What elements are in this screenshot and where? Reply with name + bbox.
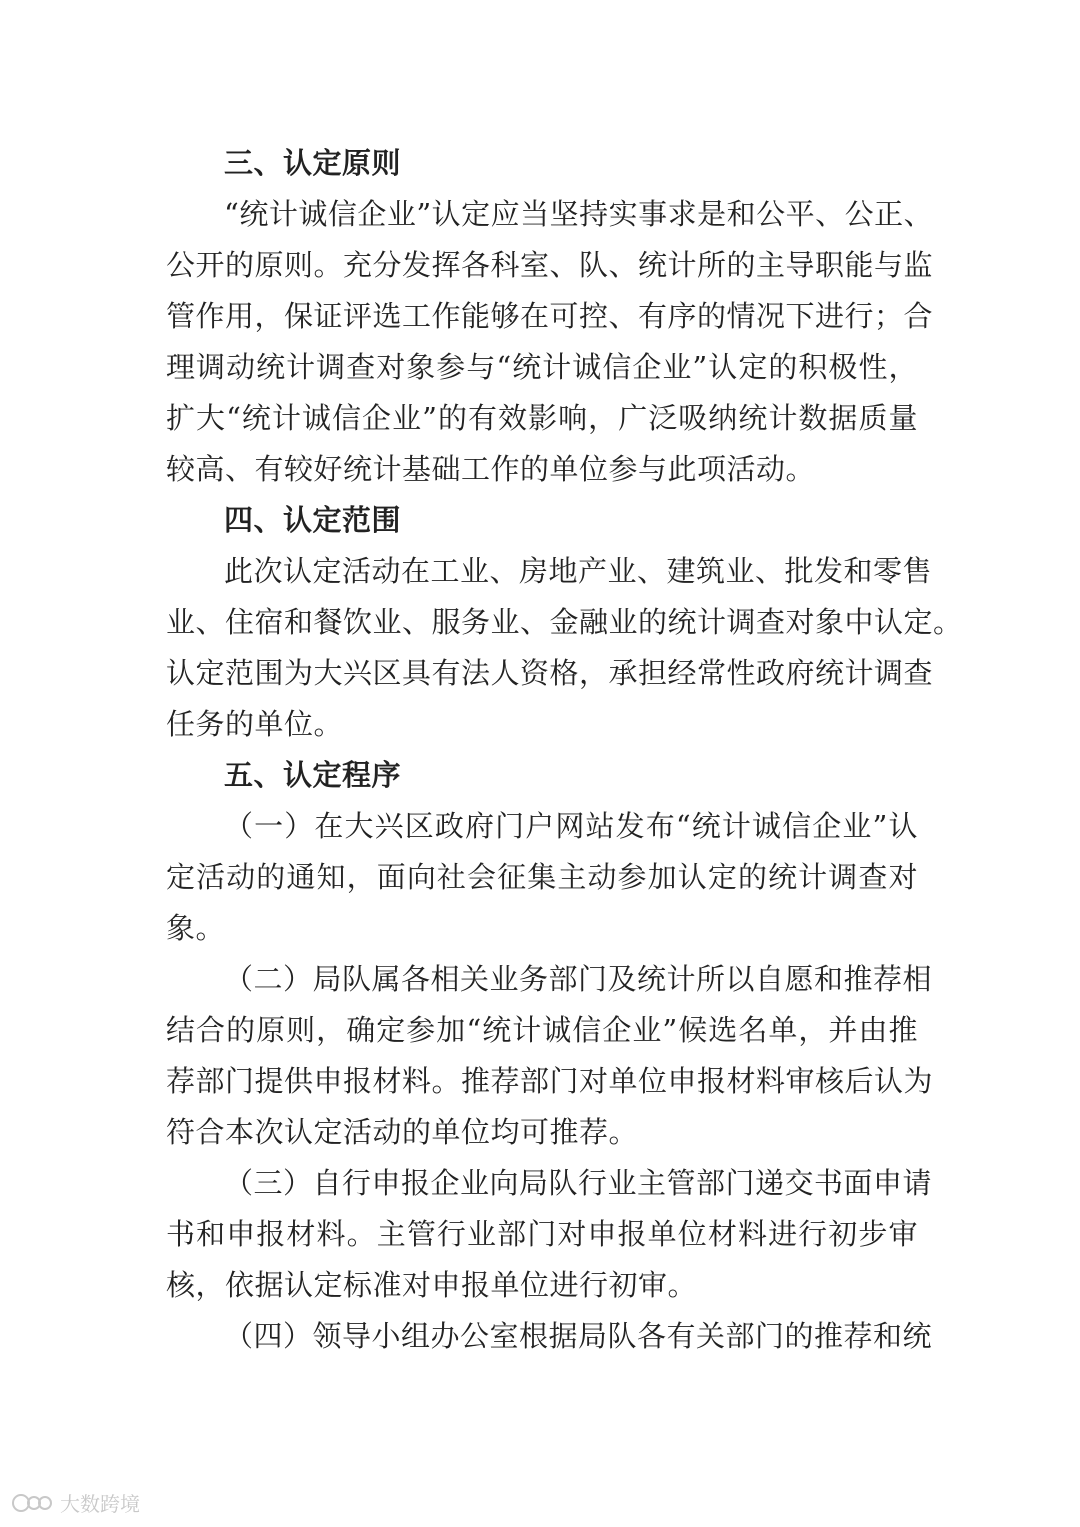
paragraph-line: 结合的原则，确定参加“统计诚信企业”候选名单，并由推 xyxy=(166,1013,918,1047)
paragraph-line: （三）自行申报企业向局队行业主管部门递交书面申请 xyxy=(224,1166,933,1200)
section-heading: 四、认定范围 xyxy=(224,503,402,537)
paragraph-line: 核，依据认定标准对申报单位进行初审。 xyxy=(166,1268,698,1302)
paragraph-line: 符合本次认定活动的单位均可推荐。 xyxy=(166,1115,639,1149)
paragraph-line: （四）领导小组办公室根据局队各有关部门的推荐和统 xyxy=(224,1319,933,1353)
paragraph-line: 扩大“统计诚信企业”的有效影响，广泛吸纳统计数据质量 xyxy=(166,401,918,435)
paragraph-line: 定活动的通知，面向社会征集主动参加认定的统计调查对 xyxy=(166,860,918,894)
paragraph-line: 此次认定活动在工业、房地产业、建筑业、批发和零售 xyxy=(224,554,933,588)
paragraph-line: （二）局队属各相关业务部门及统计所以自愿和推荐相 xyxy=(224,962,933,996)
paragraph-line: （一）在大兴区政府门户网站发布“统计诚信企业”认 xyxy=(224,809,918,843)
paragraph-line: 书和申报材料。主管行业部门对申报单位材料进行初步审 xyxy=(166,1217,918,1251)
section-scope xyxy=(166,495,963,750)
section-procedure xyxy=(166,750,934,1362)
paragraph-line: “统计诚信企业”认定应当坚持实事求是和公平、公正、 xyxy=(224,197,934,231)
paragraph-line: 较高、有较好统计基础工作的单位参与此项活动。 xyxy=(166,452,816,486)
watermark xyxy=(10,1488,140,1517)
brand-logo-icon xyxy=(10,1492,54,1514)
paragraph-line: 管作用，保证评选工作能够在可控、有序的情况下进行；合 xyxy=(166,299,934,333)
paragraph-line: 象。 xyxy=(166,911,226,945)
section-heading: 五、认定程序 xyxy=(224,758,402,792)
paragraph-line: 理调动统计调查对象参与“统计诚信企业”认定的积极性， xyxy=(166,350,918,384)
watermark-text: 大数跨境 xyxy=(60,1492,140,1516)
paragraph-line: 荐部门提供申报材料。推荐部门对单位申报材料审核后认为 xyxy=(166,1064,934,1098)
section-principles xyxy=(166,138,934,495)
paragraph-line: 任务的单位。 xyxy=(166,707,344,741)
paragraph-line: 认定范围为大兴区具有法人资格，承担经常性政府统计调查 xyxy=(166,656,934,690)
document-page xyxy=(166,138,963,1362)
section-heading: 三、认定原则 xyxy=(224,146,402,180)
paragraph-line: 公开的原则。充分发挥各科室、队、统计所的主导职能与监 xyxy=(166,248,934,282)
paragraph-line: 业、住宿和餐饮业、服务业、金融业的统计调查对象中认定。 xyxy=(166,605,963,639)
